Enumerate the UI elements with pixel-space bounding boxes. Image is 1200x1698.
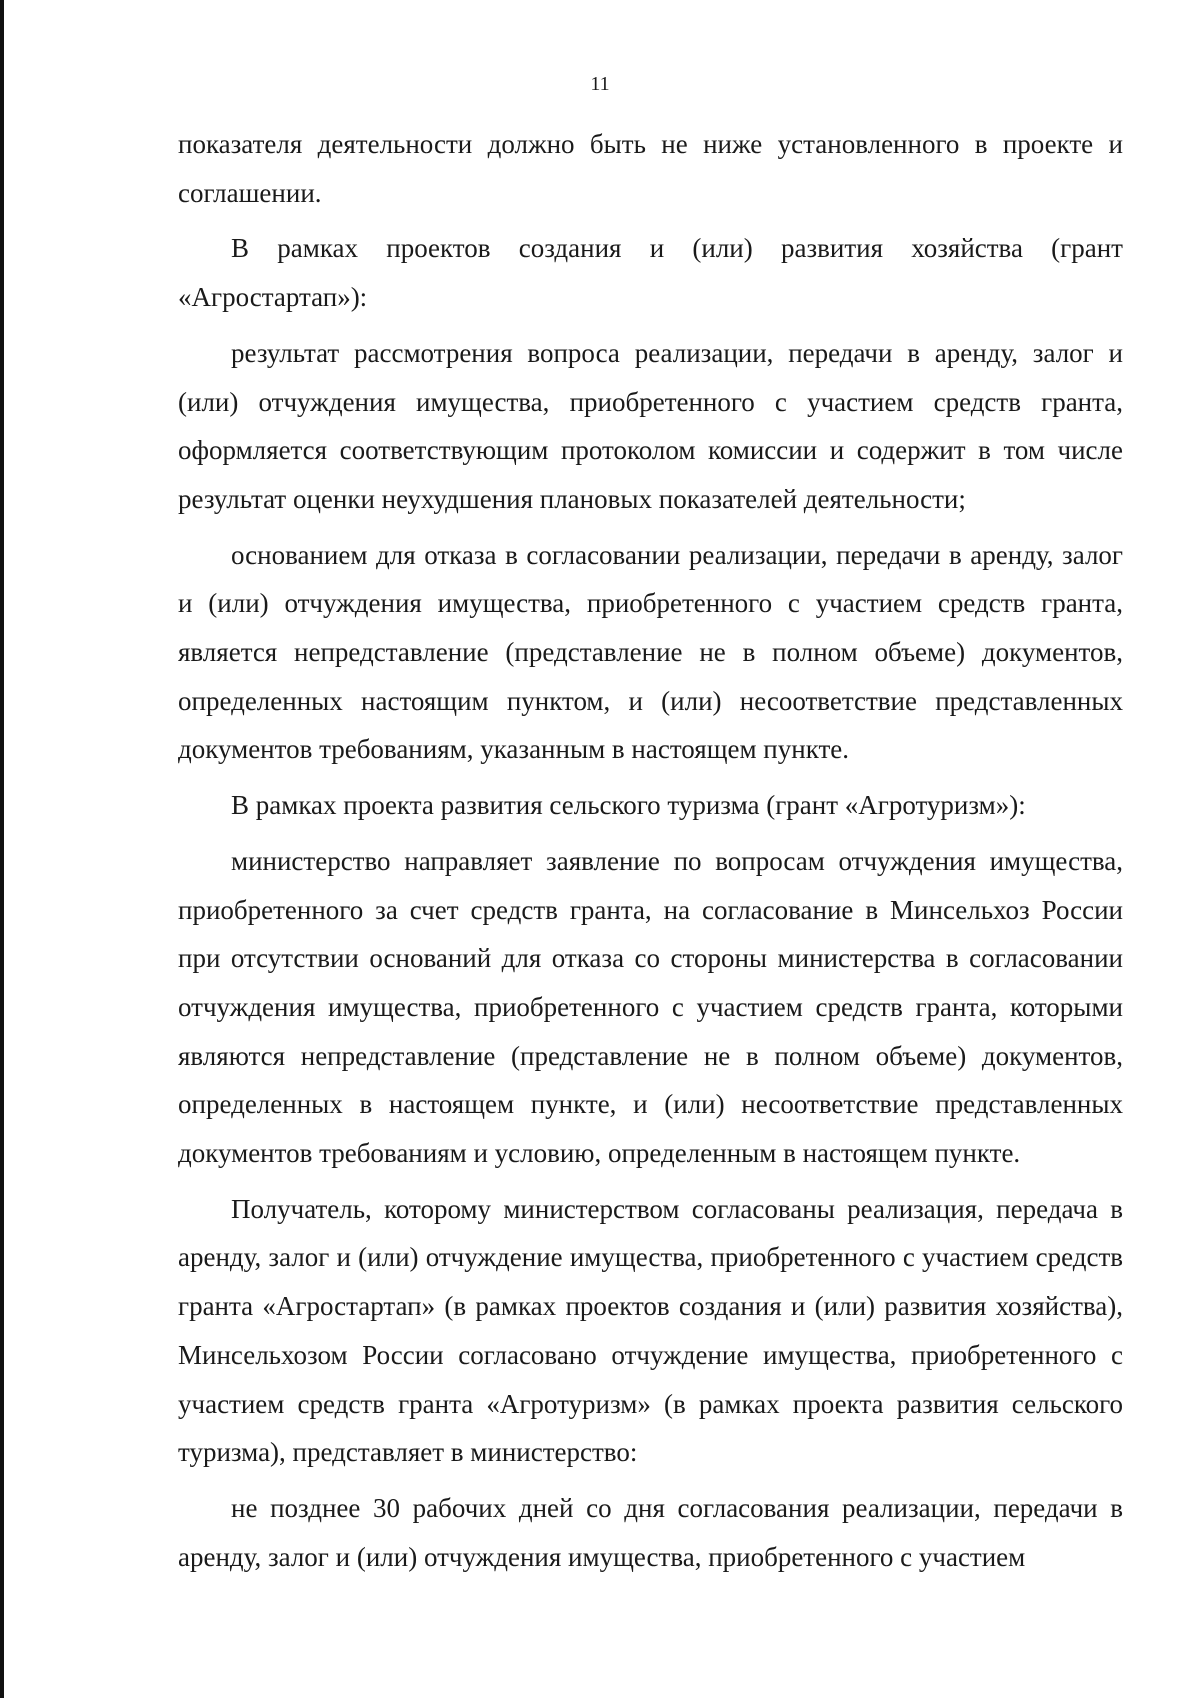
paragraph-refusal-grounds: основанием для отказа в согласовании реализации, передачи в аренду, залог и (или) отчуждения имущества, приобретенного с участием средств гранта, является непредставление (представление не в полном объеме) документов, определенных настоящим пунктом, и (или) несоответствие представленных документов требованиям, указанным в настоящем пункте. xyxy=(178,539,1123,765)
paragraph-deadline: не позднее 30 рабочих дней со дня согласования реализации, передачи в аренду, залог и (или) отчуждения имущества, приобретенного с участием xyxy=(178,1492,1123,1572)
page-number: 11 xyxy=(590,73,610,95)
paragraph-continuation: показателя деятельности должно быть не ниже установленного в проекте и соглашении. xyxy=(178,129,1123,208)
scan-edge-border xyxy=(0,0,4,1698)
paragraph-agrostartup-heading: В рамках проектов создания и (или) развития хозяйства (грант «Агростартап»): xyxy=(178,233,1123,313)
document-body xyxy=(178,120,1123,1581)
paragraph-ministry-application: министерство направляет заявление по вопросам отчуждения имущества, приобретенного за счет средств гранта, на согласование в Минсельхоз России при отсутствии оснований для отказа со стороны министерства в согласовании отчуждения имущества, приобретенного с участием средств гранта, которыми являются непредставление (представление не в полном объеме) документов, определенных в настоящем пункте, и (или) несоответствие представленных документов требованиям и условию, определенным в настоящем пункте. xyxy=(178,845,1123,1169)
paragraph-commission-result: результат рассмотрения вопроса реализации, передачи в аренду, залог и (или) отчуждения имущества, приобретенного с участием средств гранта, оформляется соответствующим протоколом комиссии и содержит в том числе результат оценки неухудшения плановых показателей деятельности; xyxy=(178,337,1123,514)
paragraph-recipient-obligations: Получатель, которому министерством согласованы реализация, передача в аренду, залог и (или) отчуждение имущества, приобретенного с участием средств гранта «Агростартап» (в рамках проектов создания и (или) развития хозяйства), Минсельхозом России согласовано отчуждение имущества, приобретенного с участием средств гранта «Агротуризм» (в рамках проекта развития сельского туризма), представляет в министерство: xyxy=(178,1193,1123,1468)
paragraph-agrotourism-heading: В рамках проекта развития сельского туризма (грант «Агротуризм»): xyxy=(231,790,1026,821)
